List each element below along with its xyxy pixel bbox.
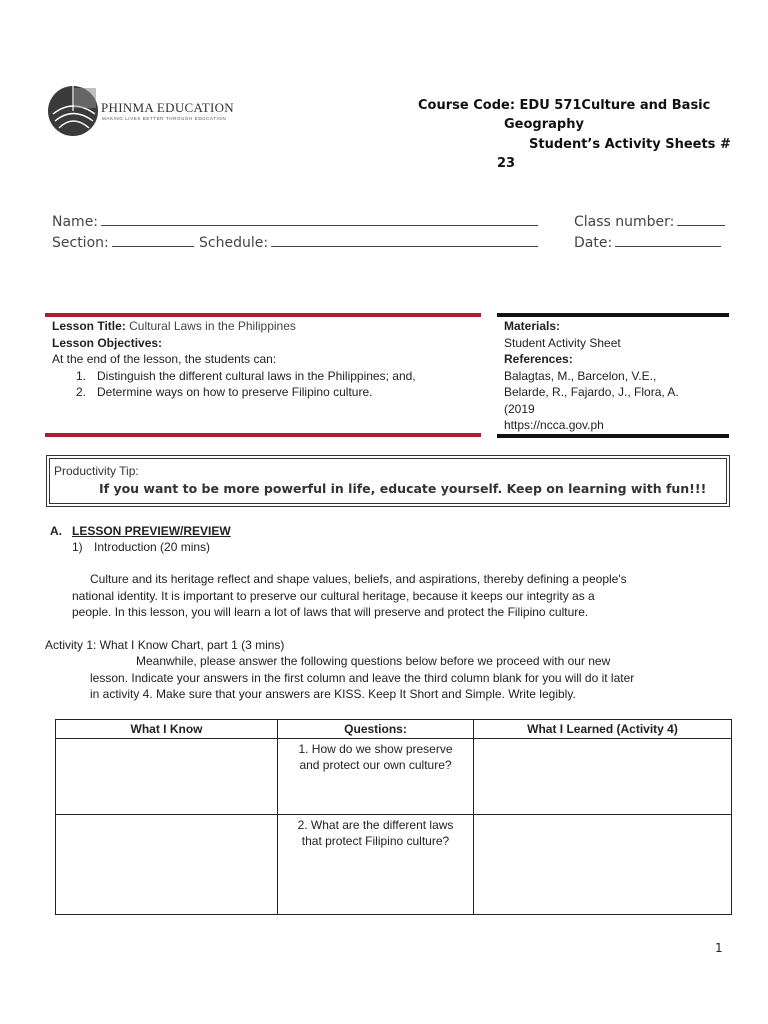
what-i-know-table (55, 719, 732, 915)
lesson-title: Cultural Laws in the Philippines (129, 319, 296, 333)
materials-bottom-bar (497, 434, 729, 438)
objective-number: 2. (76, 385, 87, 399)
question-line: 2. What are the different laws (297, 818, 454, 832)
activity-sheet-line2: 23 (497, 156, 516, 171)
name-field[interactable] (52, 211, 538, 230)
name-blank[interactable] (101, 211, 538, 226)
productivity-tip-box (46, 455, 730, 507)
introduction-title: Introduction (20 mins) (94, 540, 211, 554)
paragraph-line: people. In this lesson, you will learn a lot of laws that will preserve and protect the Filipino culture. (72, 605, 589, 619)
lesson-bottom-bar (45, 433, 481, 437)
productivity-tip-inner (49, 458, 727, 504)
materials-top-bar (497, 313, 729, 317)
activity-1-title: Activity 1: What I Know Chart, part 1 (3 mins) (45, 638, 285, 652)
table-row (56, 739, 732, 815)
instruction-line: Meanwhile, please answer the following questions below before we proceed with our new (136, 654, 611, 668)
lesson-intro: At the end of the lesson, the students can: (52, 352, 277, 366)
introduction-number: 1) (72, 540, 83, 554)
course-code-line1: Course Code: EDU 571Culture and Basic (418, 98, 711, 113)
date-label: Date: (574, 235, 613, 251)
section-a-title: LESSON PREVIEW/REVIEW (72, 524, 231, 538)
materials-label: Materials: (504, 319, 561, 333)
introduction-subheading (72, 539, 210, 556)
reference-line: (2019 (504, 401, 535, 416)
section-a-letter: A. (50, 524, 62, 538)
section-blank[interactable] (112, 232, 194, 247)
activity-sheet-line1: Student’s Activity Sheets # (529, 137, 731, 152)
materials-value: Student Activity Sheet (504, 335, 621, 350)
date-field[interactable] (574, 232, 721, 251)
question-line: and protect our own culture? (299, 758, 452, 772)
class-number-blank[interactable] (677, 211, 725, 226)
section-label: Section: (52, 235, 109, 251)
name-label: Name: (52, 214, 99, 230)
paragraph-line: national identity. It is important to preserve our cultural heritage, because it keeps our integrity as a (72, 588, 595, 603)
page-number: 1 (715, 941, 723, 955)
lesson-objectives-label: Lesson Objectives: (52, 335, 163, 350)
reference-link[interactable]: https://ncca.gov.ph (504, 418, 604, 432)
reference-line: Belarde, R., Fajardo, J., Flora, A. (504, 385, 679, 399)
logo-brand: PHINMA EDUCATION (101, 100, 234, 115)
what-i-learned-answer-cell[interactable] (474, 739, 732, 815)
schedule-field[interactable] (199, 232, 538, 251)
lesson-info (52, 318, 477, 401)
objective-item (52, 368, 477, 385)
materials-info (504, 318, 729, 434)
question-line: that protect Filipino culture? (301, 834, 450, 848)
schedule-blank[interactable] (271, 232, 538, 247)
header-what-i-know: What I Know (56, 720, 278, 739)
tip-label: Productivity Tip: (54, 464, 139, 478)
instruction-line: in activity 4. Make sure that your answers are KISS. Keep It Short and Simple. Write legibly. (90, 687, 576, 701)
instruction-line: lesson. Indicate your answers in the first column and leave the third column blank for you will do it later (90, 670, 635, 685)
references-label: References: (504, 352, 573, 366)
introduction-paragraph (72, 571, 752, 621)
question-line: 1. How do we show preserve (298, 742, 453, 756)
what-i-learned-answer-cell[interactable] (474, 815, 732, 915)
section-a-heading (50, 523, 231, 540)
objective-text: Distinguish the different cultural laws in the Philippines; and, (97, 368, 416, 383)
what-i-know-answer-cell[interactable] (56, 815, 278, 915)
phinma-globe-icon (47, 84, 99, 138)
table-header-row (56, 720, 732, 739)
tip-text: If you want to be more powerful in life, educate yourself. Keep on learning with fun!!! (99, 481, 707, 496)
section-field[interactable] (52, 232, 194, 251)
paragraph-line: Culture and its heritage reflect and shape values, beliefs, and aspirations, thereby defining a people's (90, 572, 627, 586)
objective-number: 1. (76, 368, 87, 383)
header-what-i-learned: What I Learned (Activity 4) (474, 720, 732, 739)
course-code-line2: Geography (504, 117, 584, 132)
class-number-label: Class number: (574, 214, 675, 230)
date-blank[interactable] (615, 232, 721, 247)
phinma-logo (47, 84, 247, 138)
what-i-know-answer-cell[interactable] (56, 739, 278, 815)
objective-item (52, 384, 477, 401)
lesson-title-label: Lesson Title: (52, 319, 126, 333)
objective-text: Determine ways on how to preserve Filipino culture. (97, 385, 373, 399)
question-cell (278, 815, 474, 915)
table-row (56, 815, 732, 915)
lesson-title-row (52, 318, 477, 335)
class-number-field[interactable] (574, 211, 725, 230)
schedule-label: Schedule: (199, 235, 269, 251)
activity-1-instructions (90, 653, 750, 703)
logo-tagline: MAKING LIVES BETTER THROUGH EDUCATION (102, 116, 227, 121)
question-cell (278, 739, 474, 815)
header-questions: Questions: (278, 720, 474, 739)
lesson-top-bar (45, 313, 481, 317)
reference-line: Balagtas, M., Barcelon, V.E., (504, 368, 657, 383)
